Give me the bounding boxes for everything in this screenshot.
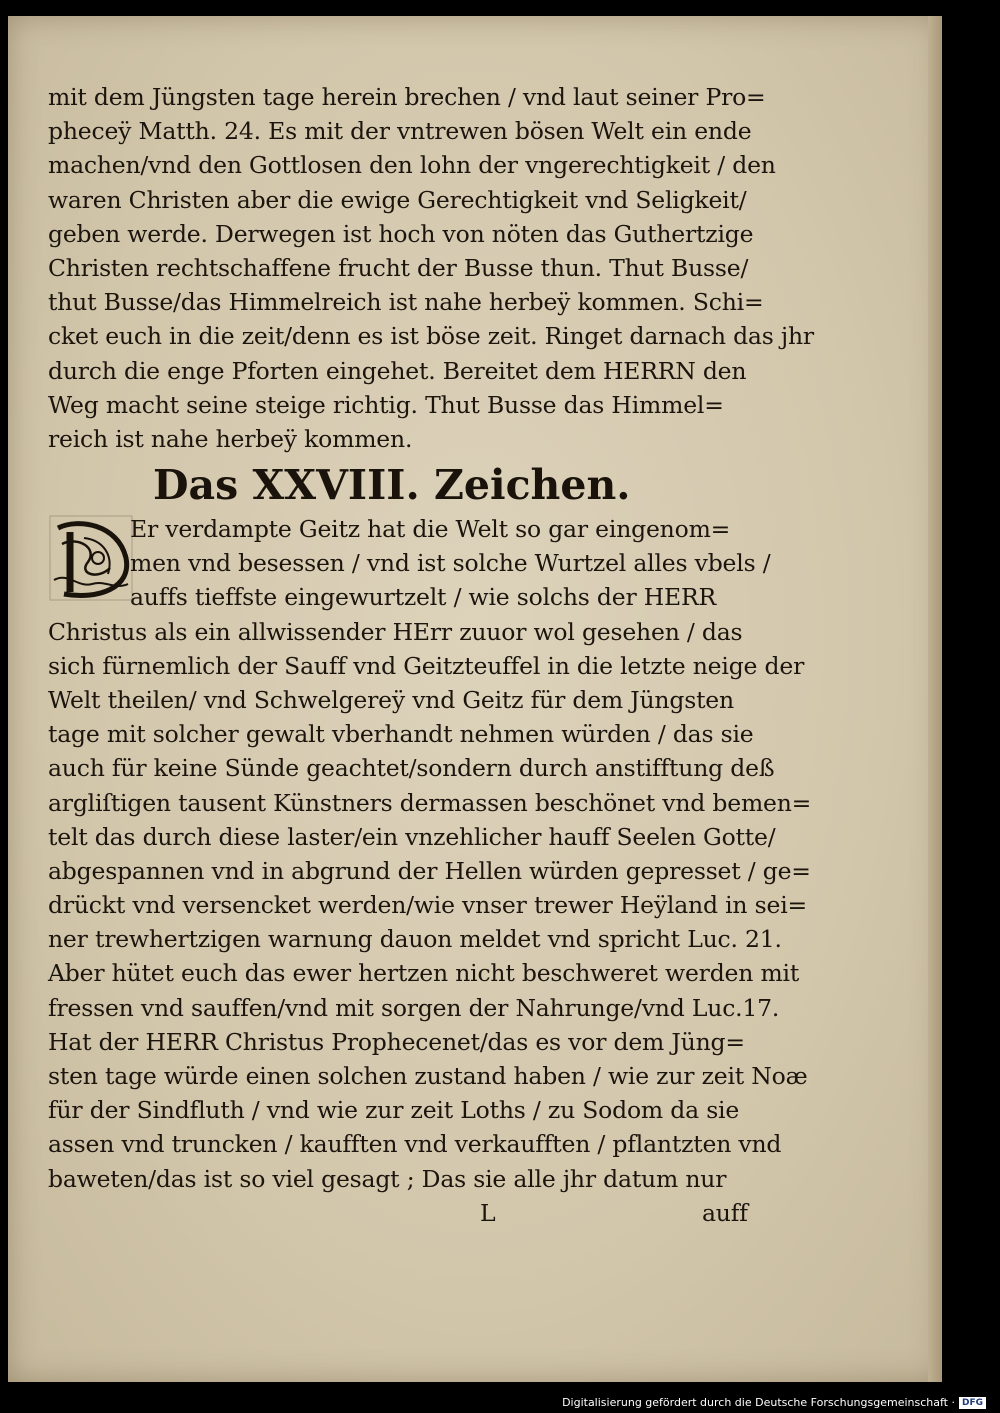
top-paragraph bbox=[48, 80, 814, 456]
text-line: cket euch in die zeit/denn es ist böse zeit. Ringet darnach das jhr bbox=[48, 322, 814, 351]
catchword: auff bbox=[702, 1198, 748, 1227]
text-line: auch für keine Sünde geachtet/sondern durch anstifftung deß bbox=[48, 754, 775, 783]
text-line: machen/vnd den Gottlosen den lohn der vngerechtigkeit / den bbox=[48, 151, 776, 180]
text-line: Weg macht seine steige richtig. Thut Busse das Himmel= bbox=[48, 390, 724, 419]
text-line: für der Sindfluth / vnd wie zur zeit Loths / zu Sodom da sie bbox=[48, 1096, 740, 1125]
dfg-credit-text: Digitalisierung gefördert durch die Deutsche Forschungsgemeinschaft · bbox=[562, 1396, 955, 1409]
dfg-credit bbox=[562, 1396, 986, 1409]
text-line: durch die enge Pforten eingehet. Bereitet dem HERRN den bbox=[48, 356, 747, 385]
text-line: Christen rechtschaffene frucht der Busse thun. Thut Busse/ bbox=[48, 253, 749, 282]
text-line: assen vnd truncken / kaufften vnd verkaufften / pflantzten vnd bbox=[48, 1130, 782, 1159]
signature-mark: L bbox=[480, 1198, 496, 1227]
text-line: Hat der HERR Christus Prophecenet/das es vor dem Jüng= bbox=[48, 1027, 745, 1056]
page-edge bbox=[928, 16, 942, 1382]
text-line: reich ist nahe herbeÿ kommen. bbox=[48, 424, 413, 453]
text-line: sten tage würde einen solchen zustand haben / wie zur zeit Noæ bbox=[48, 1062, 808, 1090]
text-line: drückt vnd versencket werden/wie vnser trewer Heÿland in sei= bbox=[48, 891, 807, 920]
text-line: Er verdampte Geitz hat die Welt so gar eingenom= bbox=[130, 515, 731, 543]
text-line: Welt theilen/ vnd Schwelgereÿ vnd Geitz für dem Jüngsten bbox=[48, 685, 734, 714]
dfg-logo: DFG bbox=[959, 1397, 986, 1409]
text-line: mit dem Jüngsten tage herein brechen / vnd laut seiner Pro= bbox=[48, 83, 766, 111]
page-footer-line bbox=[48, 1196, 758, 1230]
text-line: geben werde. Derwegen ist hoch von nöten das Guthertzige bbox=[48, 219, 754, 248]
body-paragraph bbox=[48, 512, 812, 1230]
text-line: fressen vnd sauffen/vnd mit sorgen der Nahrunge/vnd Luc.17. bbox=[48, 993, 780, 1022]
text-line: baweten/das ist so viel gesagt ; Das sie alle jhr datum nur bbox=[48, 1164, 727, 1193]
text-line: argliſtigen tausent Künstners dermassen beschönet vnd bemen= bbox=[48, 788, 812, 817]
text-line: telt das durch diese laster/ein vnzehlicher hauff Seelen Gotte/ bbox=[48, 822, 776, 851]
text-line: Christus als ein allwissender HErr zuuor wol gesehen / das bbox=[48, 617, 743, 646]
text-line: thut Busse/das Himmelreich ist nahe herbeÿ kommen. Schi= bbox=[48, 288, 764, 317]
text-line: ner trewhertzigen warnung dauon meldet vnd spricht Luc. 21. bbox=[48, 925, 782, 954]
text-line: waren Christen aber die ewige Gerechtigkeit vnd Seligkeit/ bbox=[48, 185, 747, 214]
text-line: tage mit solcher gewalt vberhandt nehmen würden / das sie bbox=[48, 720, 754, 749]
text-line: men vnd besessen / vnd ist solche Wurtzel alles vbels / bbox=[130, 549, 771, 578]
book-page bbox=[8, 16, 942, 1382]
text-line: pheceÿ Matth. 24. Es mit der vntrewen bösen Welt ein ende bbox=[48, 117, 752, 146]
text-line: sich fürnemlich der Sauff vnd Geitzteuffel in die letzte neige der bbox=[48, 651, 805, 680]
text-line: abgespannen vnd in abgrund der Hellen würden gepresset / ge= bbox=[48, 856, 811, 885]
text-line: Aber hütet euch das ewer hertzen nicht beschweret werden mit bbox=[48, 959, 800, 988]
chapter-heading: Das XXVIII. Zeichen. bbox=[153, 461, 631, 509]
text-line: auffs tieffste eingewurtzelt / wie solchs der HERR bbox=[130, 583, 717, 612]
